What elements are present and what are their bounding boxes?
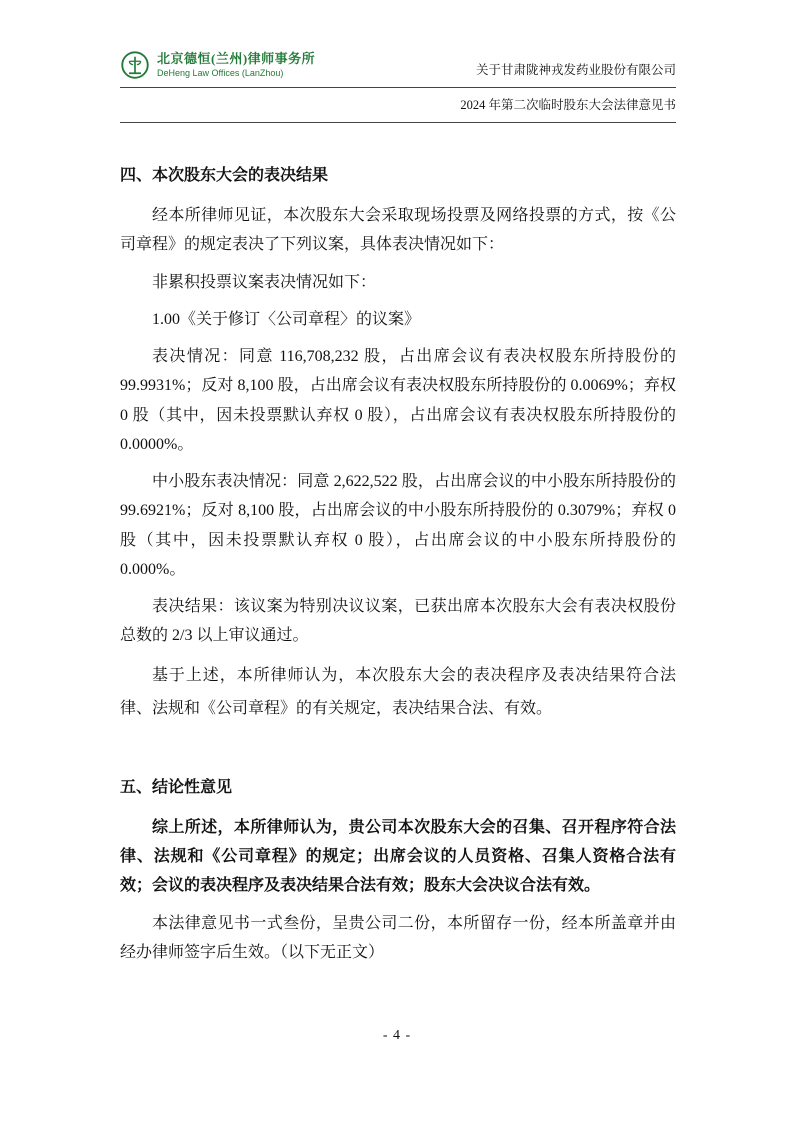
paragraph-vote-outcome: 表决结果：该议案为特别决议议案，已获出席本次股东大会有表决权股份总数的 2/3 以上审议通过。 xyxy=(120,598,676,645)
paragraph-proposal-name: 1.00《关于修订〈公司章程〉的议案》 xyxy=(152,310,421,328)
firm-name-cn: 北京德恒(兰州)律师事务所 xyxy=(157,50,316,66)
firm-name-block xyxy=(157,51,315,80)
page-footer xyxy=(0,1028,794,1044)
paragraph-vote-result-overall: 表决情况：同意 116,708,232 股，占出席会议有表决权股东所持股份的 99.9931%；反对 8,100 股，占出席会议有表决权股东所持股份的 0.0069%；弃权 0 股（其中，因未投票默认弃权 0 股），占出席会议有表决权股东所持股份的 0.0000%。 xyxy=(120,348,676,453)
firm-name-en: DeHeng Law Offices (LanZhou) xyxy=(157,67,284,78)
paragraph-voting-intro: 经本所律师见证，本次股东大会采取现场投票及网络投票的方式，按《公司章程》的规定表决了下列议案，具体表决情况如下： xyxy=(120,207,676,254)
header-row-top xyxy=(120,50,676,88)
firm-seal-icon xyxy=(120,50,150,80)
firm-logo-block xyxy=(120,50,315,80)
paragraph-conclusion: 综上所述，本所律师认为，贵公司本次股东大会的召集、召开程序符合法律、法规和《公司章程》的规定；出席会议的人员资格、召集人资格合法有效；会议的表决程序及表决结果合法有效；股东大会决议合法有效。 xyxy=(120,818,676,895)
page-header xyxy=(120,50,676,123)
paragraph-closing: 本法律意见书一式叁份，呈贵公司二份，本所留存一份，经本所盖章并由经办律师签字后生效。（以下无正文） xyxy=(120,914,676,961)
doc-title-line: 2024 年第二次临时股东大会法律意见书 xyxy=(120,88,676,123)
paragraph-vote-legality: 基于上述，本所律师认为，本次股东大会的表决程序及表决结果符合法律、法规和《公司章程》的有关规定，表决结果合法、有效。 xyxy=(120,666,676,718)
doc-company-line: 关于甘肃陇神戎发药业股份有限公司 xyxy=(475,63,676,77)
section-4-title: 四、本次股东大会的表决结果 xyxy=(120,167,329,184)
page-number: - 4 - xyxy=(382,1028,412,1043)
section-5-title: 五、结论性意见 xyxy=(120,778,233,796)
document-body xyxy=(120,162,676,975)
paragraph-vote-result-minority: 中小股东表决情况：同意 2,622,522 股，占出席会议的中小股东所持股份的 99.6921%；反对 8,100 股，占出席会议的中小股东所持股份的 0.3079%；弃权 0 股（其中，因未投票默认弃权 0 股），占出席会议的中小股东所持股份的 0.000%。 xyxy=(120,473,676,578)
paragraph-noncumulative-label: 非累积投票议案表决情况如下： xyxy=(152,273,377,291)
